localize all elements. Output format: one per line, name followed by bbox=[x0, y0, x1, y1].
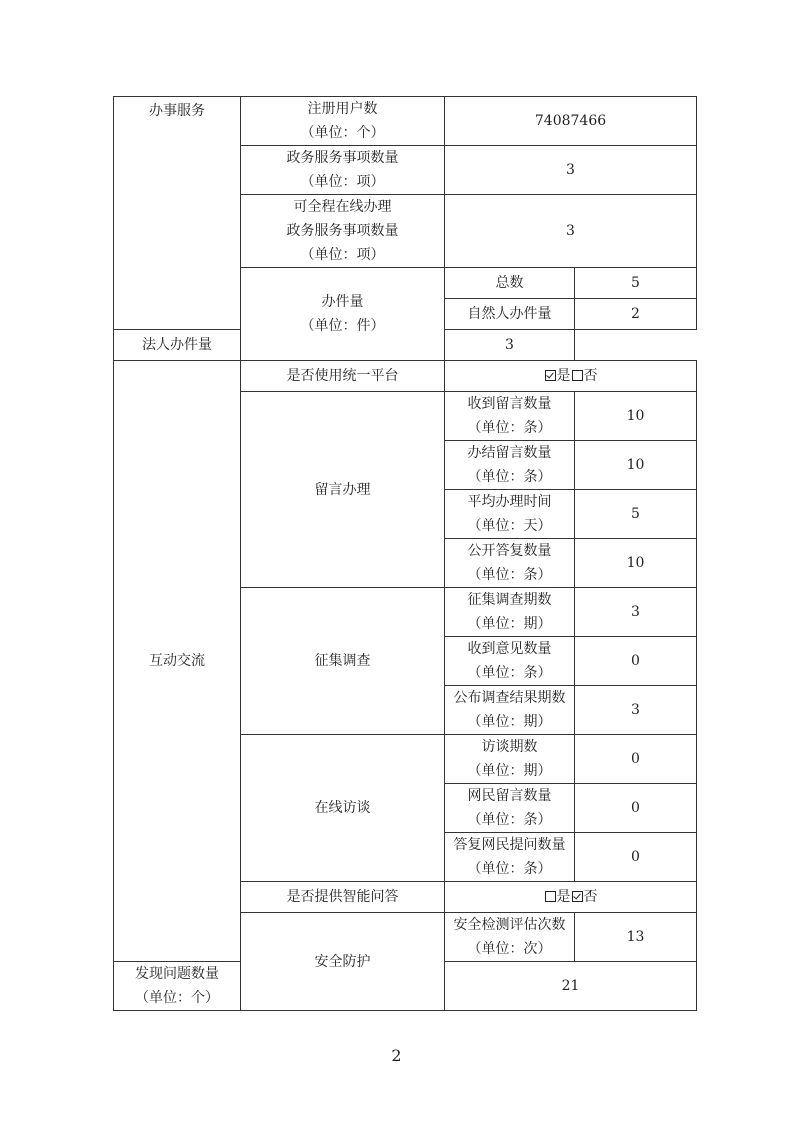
survey-results-label: 公布调查结果期数 （单位：期） bbox=[445, 686, 575, 735]
interview-periods-value: 0 bbox=[575, 735, 697, 784]
cases-label: 办件量 （单位：件） bbox=[241, 268, 445, 361]
answered-value: 0 bbox=[575, 833, 697, 882]
page-number: 2 bbox=[391, 1046, 402, 1065]
unified-platform-label: 是否使用统一平台 bbox=[241, 361, 445, 392]
netizen-msgs-label: 网民留言数量 （单位：条） bbox=[445, 784, 575, 833]
assessments-label: 安全检测评估次数 （单位：次） bbox=[445, 913, 575, 962]
public-replies-label: 公开答复数量 （单位：条） bbox=[445, 539, 575, 588]
public-replies-value: 10 bbox=[575, 539, 697, 588]
avg-time-label: 平均办理时间 （单位：天） bbox=[445, 490, 575, 539]
online-items-label: 可全程在线办理 政务服务事项数量 （单位：项） bbox=[241, 195, 445, 268]
unified-platform-options: 是 否 bbox=[445, 361, 697, 392]
category-security: 安全防护 bbox=[241, 913, 445, 1011]
registered-users-label: 注册用户数 （单位：个） bbox=[241, 97, 445, 146]
registered-users-value: 74087466 bbox=[445, 97, 697, 146]
received-msgs-value: 10 bbox=[575, 392, 697, 441]
smart-qa-options: 是 否 bbox=[445, 882, 697, 913]
cases-legal-label: 法人办件量 bbox=[114, 330, 241, 361]
empty-box-icon bbox=[545, 891, 556, 902]
checked-box-icon bbox=[545, 370, 556, 381]
issues-label: 发现问题数量 （单位：个） bbox=[114, 962, 241, 1011]
smart-qa-label: 是否提供智能问答 bbox=[241, 882, 445, 913]
received-msgs-label: 收到留言数量 （单位：条） bbox=[445, 392, 575, 441]
cases-total-value: 5 bbox=[575, 268, 697, 299]
cases-total-label: 总数 bbox=[445, 268, 575, 299]
survey-group: 征集调查 bbox=[241, 588, 445, 735]
survey-periods-label: 征集调查期数 （单位：期） bbox=[445, 588, 575, 637]
empty-box-icon bbox=[572, 370, 583, 381]
survey-periods-value: 3 bbox=[575, 588, 697, 637]
netizen-msgs-value: 0 bbox=[575, 784, 697, 833]
closed-msgs-label: 办结留言数量 （单位：条） bbox=[445, 441, 575, 490]
service-items-value: 3 bbox=[445, 146, 697, 195]
category-service: 办事服务 bbox=[114, 97, 241, 330]
issues-value: 21 bbox=[445, 962, 697, 1011]
opinions-value: 0 bbox=[575, 637, 697, 686]
cases-natural-value: 2 bbox=[575, 299, 697, 330]
online-items-value: 3 bbox=[445, 195, 697, 268]
cases-legal-value: 3 bbox=[445, 330, 575, 361]
service-items-label: 政务服务事项数量 （单位：项） bbox=[241, 146, 445, 195]
cases-natural-label: 自然人办件量 bbox=[445, 299, 575, 330]
closed-msgs-value: 10 bbox=[575, 441, 697, 490]
category-interaction: 互动交流 bbox=[114, 361, 241, 962]
interview-periods-label: 访谈期数 （单位：期） bbox=[445, 735, 575, 784]
messages-group: 留言办理 bbox=[241, 392, 445, 588]
statistics-table bbox=[113, 96, 697, 1011]
survey-results-value: 3 bbox=[575, 686, 697, 735]
checked-box-icon bbox=[572, 891, 583, 902]
avg-time-value: 5 bbox=[575, 490, 697, 539]
assessments-value: 13 bbox=[575, 913, 697, 962]
interview-group: 在线访谈 bbox=[241, 735, 445, 882]
opinions-label: 收到意见数量 （单位：条） bbox=[445, 637, 575, 686]
answered-label: 答复网民提问数量 （单位：条） bbox=[445, 833, 575, 882]
